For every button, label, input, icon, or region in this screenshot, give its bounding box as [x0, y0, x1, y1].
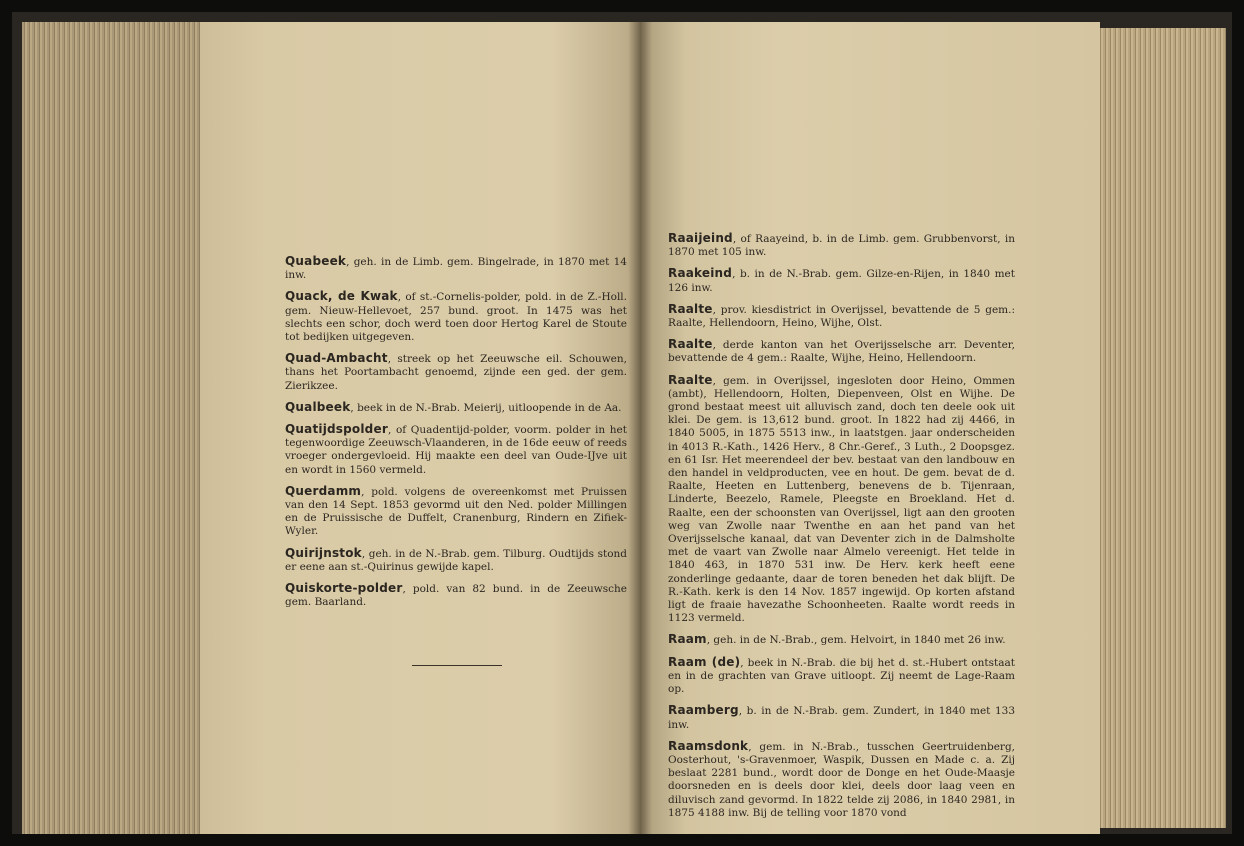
entry-headword: Raam — [668, 632, 707, 647]
book-gutter — [628, 22, 652, 834]
entry-text: , pold. van 82 bund. in de Zeeuwsche gem. Baarland. — [285, 583, 627, 609]
entry — [285, 485, 627, 539]
entry — [668, 338, 1015, 365]
right-column — [668, 232, 1015, 828]
entry-text: , prov. kiesdistrict in Overijssel, bevattende de 5 gem.: Raalte, Hellendoorn, Heino, Wijhe, Olst. — [668, 303, 1015, 330]
entry-text: , beek in N.-Brab. die bij het d. st.-Hubert ontstaat en in de grachten van Grave uitloopt. Zij neemt de Lage-Raam op. — [668, 656, 1015, 696]
entry-text: , geh. in de N.-Brab. gem. Tilburg. Oudtijds stond er eene aan st.-Quirinus gewijde kapel. — [285, 547, 627, 573]
right-page-edges — [1098, 28, 1226, 828]
entry — [285, 352, 627, 393]
entry-headword: Quabeek — [285, 254, 347, 268]
entry-text: , b. in de N.-Brab. gem. Gilze-en-Rijen, in 1840 met 126 inw. — [668, 268, 1015, 294]
entry — [668, 267, 1015, 294]
entry-headword: Quirijnstok — [285, 545, 362, 560]
entry-headword: Raalte — [668, 372, 713, 387]
entry-text: , of Raayeind, b. in de Limb. gem. Grubbenvorst, in 1870 met 105 inw. — [668, 233, 1015, 259]
entry — [285, 255, 627, 282]
entry-text: , derde kanton van het Overijsselsche arr. Deventer, bevattende de 4 gem.: Raalte, Wijhe, Heino, Hellendoorn. — [668, 339, 1015, 365]
entry-text: , geh. in de Limb. gem. Bingelrade, in 1870 met 14 inw. — [285, 256, 627, 282]
entry — [285, 401, 627, 415]
left-page-edges — [22, 22, 202, 834]
left-column — [285, 255, 627, 617]
entry — [668, 704, 1015, 731]
entry-headword: Raakeind — [668, 266, 733, 281]
entry-text: , beek in de N.-Brab. Meierij, uitloopende in de Aa. — [350, 401, 622, 414]
entry-headword: Querdamm — [285, 483, 362, 498]
entry-headword: Raamsdonk — [668, 738, 749, 753]
entry-headword: Quatijdspolder — [285, 422, 388, 437]
entry — [668, 633, 1015, 647]
entry-headword: Quiskorte-polder — [285, 581, 403, 596]
entry-headword: Quad-Ambacht — [285, 351, 388, 366]
entry — [285, 290, 627, 344]
entry — [285, 423, 627, 477]
entry — [668, 656, 1015, 697]
entry — [285, 547, 627, 574]
entry-text: , streek op het Zeeuwsche eil. Schouwen, thans het Poortambacht genoemd, zijnde een ged. der gem. Zierikzee. — [285, 353, 627, 392]
entry-headword: Raam (de) — [668, 654, 741, 669]
entry — [668, 740, 1015, 820]
entry-text: , of Quadentijd-polder, voorm. polder in het tegenwoordige Zeeuwsch-Vlaanderen, in de 16de eeuw of reeds vroeger ondergevloeid. Hij maakte een deel van Oude-IJve uit en wordt in 1560 vermeld. — [285, 424, 627, 476]
entry — [668, 232, 1015, 259]
entry-headword: Raaijeind — [668, 231, 733, 245]
entry — [668, 374, 1015, 626]
entry-text: , gem. in N.-Brab., tusschen Geertruidenberg, Oosterhout, 's-Gravenmoer, Waspik, Dussen en Made c. a. Zij beslaat 2281 bund., wordt door de Donge en het Oude-Maasje doorsneden en is deels door klei, deels door laag veen en diluvisch zand gevormd. In 1822 telde zij 2086, in 1840 2981, in 1875 4188 inw. Bij de telling voor 1870 vond — [668, 740, 1015, 819]
entry — [285, 582, 627, 609]
entry-headword: Qualbeek — [285, 399, 351, 414]
entry — [668, 303, 1015, 330]
entry-text: , b. in de N.-Brab. gem. Zundert, in 1840 met 133 inw. — [668, 705, 1015, 731]
entry-text: , gem. in Overijssel, ingesloten door Heino, Ommen (ambt), Hellendoorn, Holten, Diepenveen, Olst en Wijhe. De grond bestaat meest uit alluvisch zand, doch ten deele ook uit klei. De gem. is 13,612 bund. groot. In 1822 had zij 4466, in 1840 5005, in 1875 5513 inw., in laatstgen. jaar onderscheiden in 4013 R.-Kath., 1426 Herv., 8 Chr.-Geref., 3 Luth., 2 Doopsgez. en 61 Isr. Het meerendeel der bev. bestaat van den landbouw en den handel in veldproducten, vee en hout. De gem. bevat de d. Raalte, Heeten en Luttenberg, benevens de b. Tijenraan, Linderte, Beezelo, Ramele, Pleegste en Broekland. Het d. Raalte, een der schoonsten van Overijssel, ligt aan den grooten weg van Zwolle naar Twenthe en aan het pand van het Overijsselsche kanaal, dat van Deventer zich in de Dalmsholte met de vaart van Zwolle naar Almelo vereenigt. Het telde in 1840 463, in 1870 531 inw. De Herv. kerk heeft eene zonderlinge gedaante, daar de toren beneden het dak blijft. De R.-Kath. kerk is den 14 Nov. 1857 ingewijd. Op korten afstand ligt de fraaie havezathe Schoonheeten. Raalte wordt reeds in 1123 vermeld. — [668, 374, 1015, 625]
entry-headword: Raamberg — [668, 703, 739, 718]
entry-text: , pold. volgens de overeenkomst met Pruissen van den 14 Sept. 1853 gevormd uit den Ned. polder Millingen en de Pruissische de Duffelt, Cranenburg, Rindern en Zifiek-Wyler. — [285, 485, 627, 538]
entry-text: , geh. in de N.-Brab., gem. Helvoirt, in 1840 met 26 inw. — [706, 634, 1006, 647]
entry-headword: Quack, de Kwak — [285, 289, 398, 304]
entry-text: , of st.-Cornelis-polder, pold. in de Z.-Holl. gem. Nieuw-Hellevoet, 257 bund. groot. In 1475 was het slechts een schor, doch werd toen door Hertog Karel de Stoute tot bedijken uitgegeven. — [285, 291, 627, 344]
entry-headword: Raalte — [668, 337, 713, 352]
end-rule — [412, 665, 502, 666]
entry-headword: Raalte — [668, 301, 713, 316]
